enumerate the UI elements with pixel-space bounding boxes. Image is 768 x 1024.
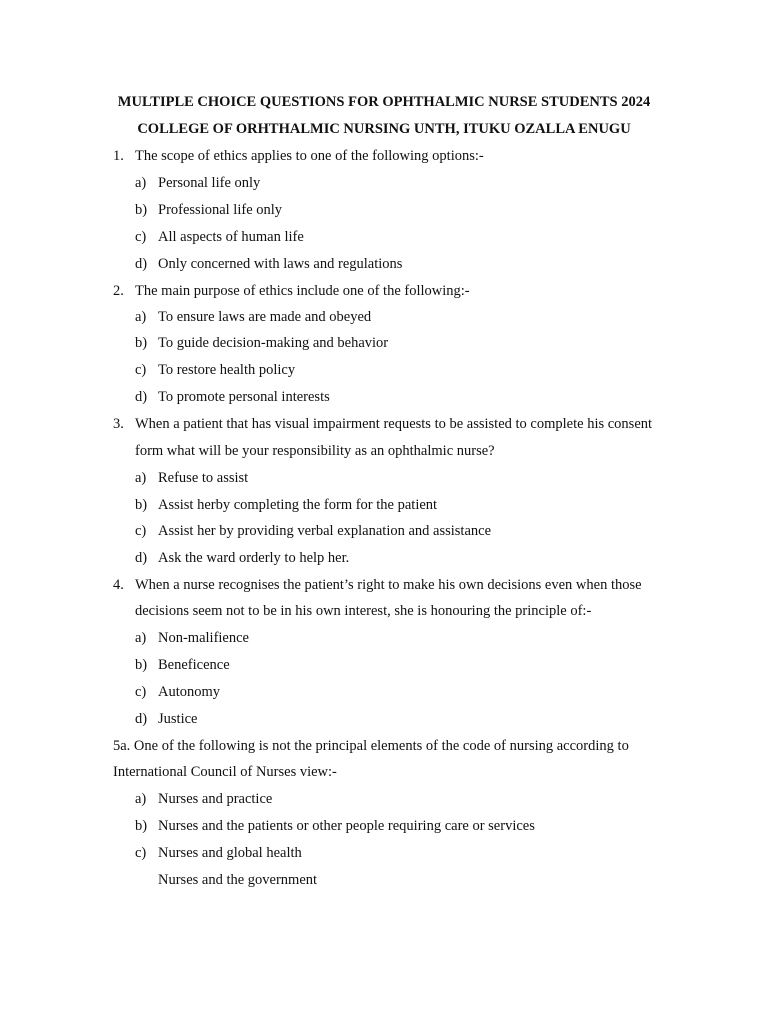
option-text: Personal life only — [158, 175, 261, 191]
option-label: b) — [135, 335, 148, 351]
option-text: Beneficence — [158, 657, 230, 673]
option-text: Nurses and the patients or other people requiring care or services — [158, 818, 535, 834]
option-label: c) — [135, 684, 147, 700]
question-number: 4. — [113, 577, 124, 593]
option-text: Nurses and global health — [158, 845, 302, 861]
option-text: Professional life only — [158, 202, 283, 218]
option-text: Assist her by providing verbal explanation and assistance — [158, 523, 492, 539]
option-label: a) — [135, 791, 147, 807]
option-text: All aspects of human life — [158, 229, 304, 245]
option-text: To promote personal interests — [158, 389, 330, 405]
question-text: 5a. One of the following is not the principal elements of the code of nursing according to — [113, 738, 629, 754]
option-label: c) — [135, 523, 147, 539]
option-text: Only concerned with laws and regulations — [158, 256, 403, 272]
option-label: d) — [135, 256, 148, 272]
question-text-continued: International Council of Nurses view:- — [113, 764, 337, 780]
question-number: 3. — [113, 416, 124, 432]
option-label: a) — [135, 175, 147, 191]
option-text: To ensure laws are made and obeyed — [158, 309, 372, 325]
question-text: The main purpose of ethics include one of the following:- — [135, 283, 470, 299]
option-text: Justice — [158, 711, 198, 727]
question-text-continued: decisions seem not to be in his own interest, she is honouring the principle of:- — [135, 603, 592, 619]
option-label: a) — [135, 470, 147, 486]
option-label: d) — [135, 550, 148, 566]
option-label: d) — [135, 711, 148, 727]
option-text: Refuse to assist — [158, 470, 249, 486]
option-text: Autonomy — [158, 684, 221, 700]
option-label: b) — [135, 497, 148, 513]
option-label: a) — [135, 630, 147, 646]
option-label: b) — [135, 657, 148, 673]
question-number: 1. — [113, 148, 124, 164]
question-number: 2. — [113, 283, 124, 299]
option-label: b) — [135, 202, 148, 218]
option-text: Nurses and the government — [158, 872, 318, 888]
question-text: The scope of ethics applies to one of the following options:- — [135, 148, 484, 164]
question-text-continued: form what will be your responsibility as an ophthalmic nurse? — [135, 443, 495, 459]
option-text: Ask the ward orderly to help her. — [158, 550, 350, 566]
document-title-line-1: MULTIPLE CHOICE QUESTIONS FOR OPHTHALMIC NURSE STUDENTS 2024 — [117, 94, 651, 110]
option-label: c) — [135, 845, 147, 861]
option-label: b) — [135, 818, 148, 834]
option-text: Assist herby completing the form for the patient — [158, 497, 438, 513]
option-label: d) — [135, 389, 148, 405]
option-text: Nurses and practice — [158, 791, 273, 807]
option-text: To guide decision-making and behavior — [158, 335, 389, 351]
document-title-line-2: COLLEGE OF ORHTHALMIC NURSING UNTH, ITUKU OZALLA ENUGU — [137, 121, 631, 137]
option-text: To restore health policy — [158, 362, 296, 378]
question-text: When a nurse recognises the patient’s right to make his own decisions even when those — [135, 577, 642, 593]
option-label: c) — [135, 362, 147, 378]
option-text: Non-malifience — [158, 630, 249, 646]
option-label: c) — [135, 229, 147, 245]
option-label: a) — [135, 309, 147, 325]
question-text: When a patient that has visual impairment requests to be assisted to complete his consent — [135, 416, 653, 432]
